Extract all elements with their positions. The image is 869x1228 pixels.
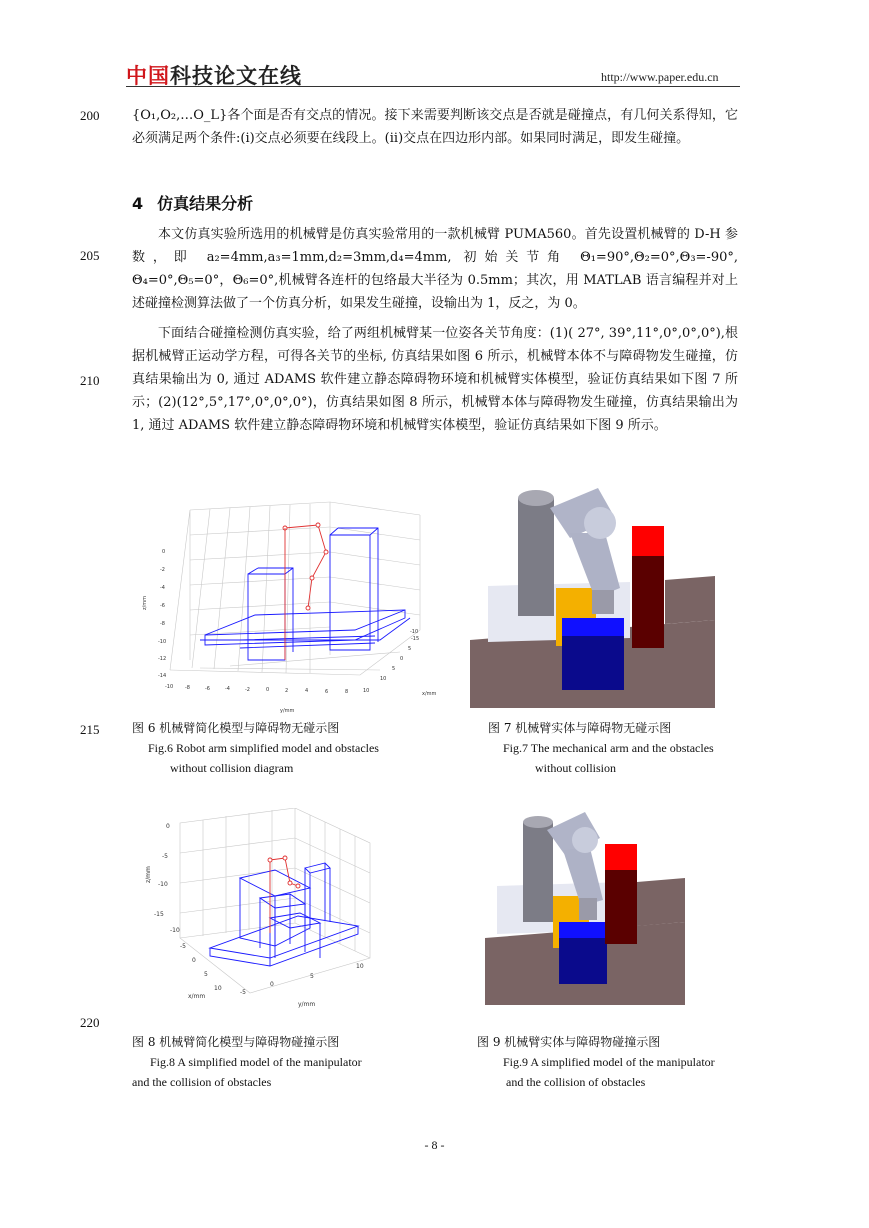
figure6-arm-path	[283, 523, 328, 660]
y-tick: 5	[310, 973, 314, 980]
figure6-caption-en-cont: without collision diagram	[170, 761, 294, 775]
x-tick: 10	[380, 676, 387, 682]
y-tick: 6	[325, 689, 329, 695]
y-tick: 0	[270, 981, 274, 988]
z-tick: -8	[160, 621, 165, 627]
arm-shoulder-joint	[584, 507, 616, 539]
y-tick: 10	[363, 688, 370, 694]
red-block-top	[605, 844, 637, 870]
y-tick: -10	[165, 684, 174, 690]
y-axis-label: y/mm	[298, 1001, 316, 1008]
paragraph-setup: 本文仿真实验所选用的机械臂是仿真实验常用的一款机械臂 PUMA560。首先设置机械臂的 D-H 参数，即 a₂=4mm,a₃=1mm,d₂=3mm,d₄=4mm, 初始关节角 Θ₁=90°,Θ₂=0°,Θ₃=-90°, Θ₄=0°,Θ₅=0°，Θ₆=0°,机械臂各连杆的包络最大半径为 0.5mm；其次，用 MATLAB 语言编程并对上述碰撞检测算法做了一个仿真分析，如果发生碰撞，设输出为 1，反之，为 0。	[132, 227, 738, 311]
figure7-caption-en-cont: without collision	[535, 761, 616, 775]
red-block	[632, 556, 664, 648]
figure8-caption-en-cont: and the collision of obstacles	[132, 1075, 272, 1089]
arm-base-column	[518, 498, 554, 616]
y-tick: -5	[240, 989, 246, 996]
section-title: 仿真结果分析	[157, 194, 254, 213]
arm-base-cap	[523, 816, 553, 828]
z-tick: -10	[158, 881, 168, 888]
x-tick: -15	[411, 636, 420, 642]
header-url[interactable]: http://www.paper.edu.cn	[601, 70, 719, 84]
x-axis-label: x/mm	[188, 993, 206, 1000]
arm-wrist	[592, 590, 614, 614]
line-number: 210	[80, 373, 100, 388]
figure8-wireframe-plot	[130, 808, 400, 1013]
z-axis-label: z/mm	[142, 595, 148, 610]
x-tick: 5	[392, 666, 396, 672]
y-tick: -4	[225, 686, 230, 692]
y-tick: -8	[185, 685, 190, 691]
figure9-render	[485, 810, 685, 1005]
z-tick: 0	[162, 549, 166, 555]
line-number: 205	[80, 248, 100, 263]
z-axis-label: z/mm	[145, 866, 152, 883]
line-number: 220	[80, 1015, 100, 1030]
figure9-caption-en-cont: and the collision of obstacles	[506, 1075, 646, 1089]
paragraph-intersection: {O₁,O₂,…O_L}各个面是否有交点的情况。接下来需要判断该交点是否就是碰撞点，有几何关系得知，它必须满足两个条件:(i)交点必须要在线段上。(ii)交点在四边形内部。如果同时满足，即发生碰撞。	[132, 108, 738, 146]
x-axis-label: x/mm	[422, 691, 437, 697]
figure6-caption-en: Fig.6 Robot arm simplified model and obstacles	[148, 741, 379, 755]
back-wall	[665, 576, 715, 624]
x-tick: 5	[204, 971, 208, 978]
blue-block-top	[559, 922, 607, 938]
page-number: - 8 -	[424, 1138, 445, 1152]
y-tick: 0	[266, 687, 270, 693]
header-rule	[126, 86, 740, 87]
z-tick: -12	[158, 656, 167, 662]
section-number: 4	[132, 194, 144, 213]
y-axis-label: y/mm	[280, 708, 295, 714]
z-tick: -4	[160, 585, 165, 591]
y-tick: -6	[205, 686, 210, 692]
figure8-ticks	[145, 823, 364, 1008]
y-tick: 10	[356, 963, 364, 970]
figure9-caption-en: Fig.9 A simplified model of the manipulator	[503, 1055, 715, 1069]
figure9-caption-cn: 图 9 机械臂实体与障碍物碰撞示图	[477, 1035, 661, 1049]
arm-wrist	[579, 898, 597, 920]
z-tick: 0	[166, 823, 170, 830]
y-tick: 8	[345, 689, 349, 695]
y-tick: 2	[285, 688, 289, 694]
y-tick: 4	[305, 688, 309, 694]
x-tick: 0	[400, 656, 404, 662]
red-block	[605, 870, 637, 944]
figure8-caption-en: Fig.8 A simplified model of the manipulator	[150, 1055, 362, 1069]
x-tick: -10	[170, 927, 180, 934]
x-tick: -10	[410, 629, 419, 635]
logo-text-title: 科技论文在线	[170, 64, 302, 88]
red-block-top	[632, 526, 664, 556]
figure6-grid	[170, 502, 420, 675]
z-tick: -2	[160, 567, 165, 573]
paragraph-experiment: 下面结合碰撞检测仿真实验，给了两组机械臂某一位姿各关节角度：(1)( 27°, 39°,11°,0°,0°,0°),根据机械臂正运动学方程，可得各关节的坐标, 仿真结果如图 6 所示，机械臂本体不与障碍物发生碰撞，仿真结果输出为 0, 通过 ADAMS 软件建立静态障碍物环境和机械臂实体模型，验证仿真结果如下图 7 所示；(2)(12°,5°,17°,0°,0°,0°)，仿真结果如图 8 所示，机械臂本体与障碍物发生碰撞，仿真结果输出为 1, 通过 ADAMS 软件建立静态障碍物环境和机械臂实体模型，验证仿真结果如下图 9 所示。	[132, 326, 738, 433]
figure8-obstacles	[210, 863, 358, 966]
x-tick: 10	[214, 985, 222, 992]
figure7-caption-cn: 图 7 机械臂实体与障碍物无碰示图	[488, 721, 672, 735]
z-tick: -15	[154, 911, 164, 918]
z-tick: -6	[160, 603, 165, 609]
section-heading	[132, 191, 253, 214]
back-wall	[637, 878, 685, 926]
figure7-render	[470, 478, 715, 708]
arm-base-column	[523, 822, 553, 922]
x-tick: 0	[192, 957, 196, 964]
x-tick: -5	[180, 943, 186, 950]
line-number: 215	[80, 722, 100, 737]
logo-text-china: 中国	[126, 64, 170, 88]
y-tick: -2	[245, 687, 250, 693]
figure6-obstacles	[200, 528, 410, 660]
line-number: 200	[80, 108, 100, 123]
z-tick: -5	[162, 853, 168, 860]
arm-base-cap	[518, 490, 554, 506]
x-tick: 5	[408, 646, 412, 652]
z-tick: -14	[158, 673, 167, 679]
figure6-wireframe-plot	[130, 490, 440, 715]
arm-shoulder-joint	[572, 827, 598, 853]
figure8-caption-cn: 图 8 机械臂简化模型与障碍物碰撞示图	[132, 1035, 340, 1049]
figure6-caption-cn: 图 6 机械臂简化模型与障碍物无碰示图	[132, 721, 340, 735]
blue-block-top	[562, 618, 624, 636]
z-tick: -10	[158, 639, 167, 645]
figure7-caption-en: Fig.7 The mechanical arm and the obstacles	[503, 741, 714, 755]
